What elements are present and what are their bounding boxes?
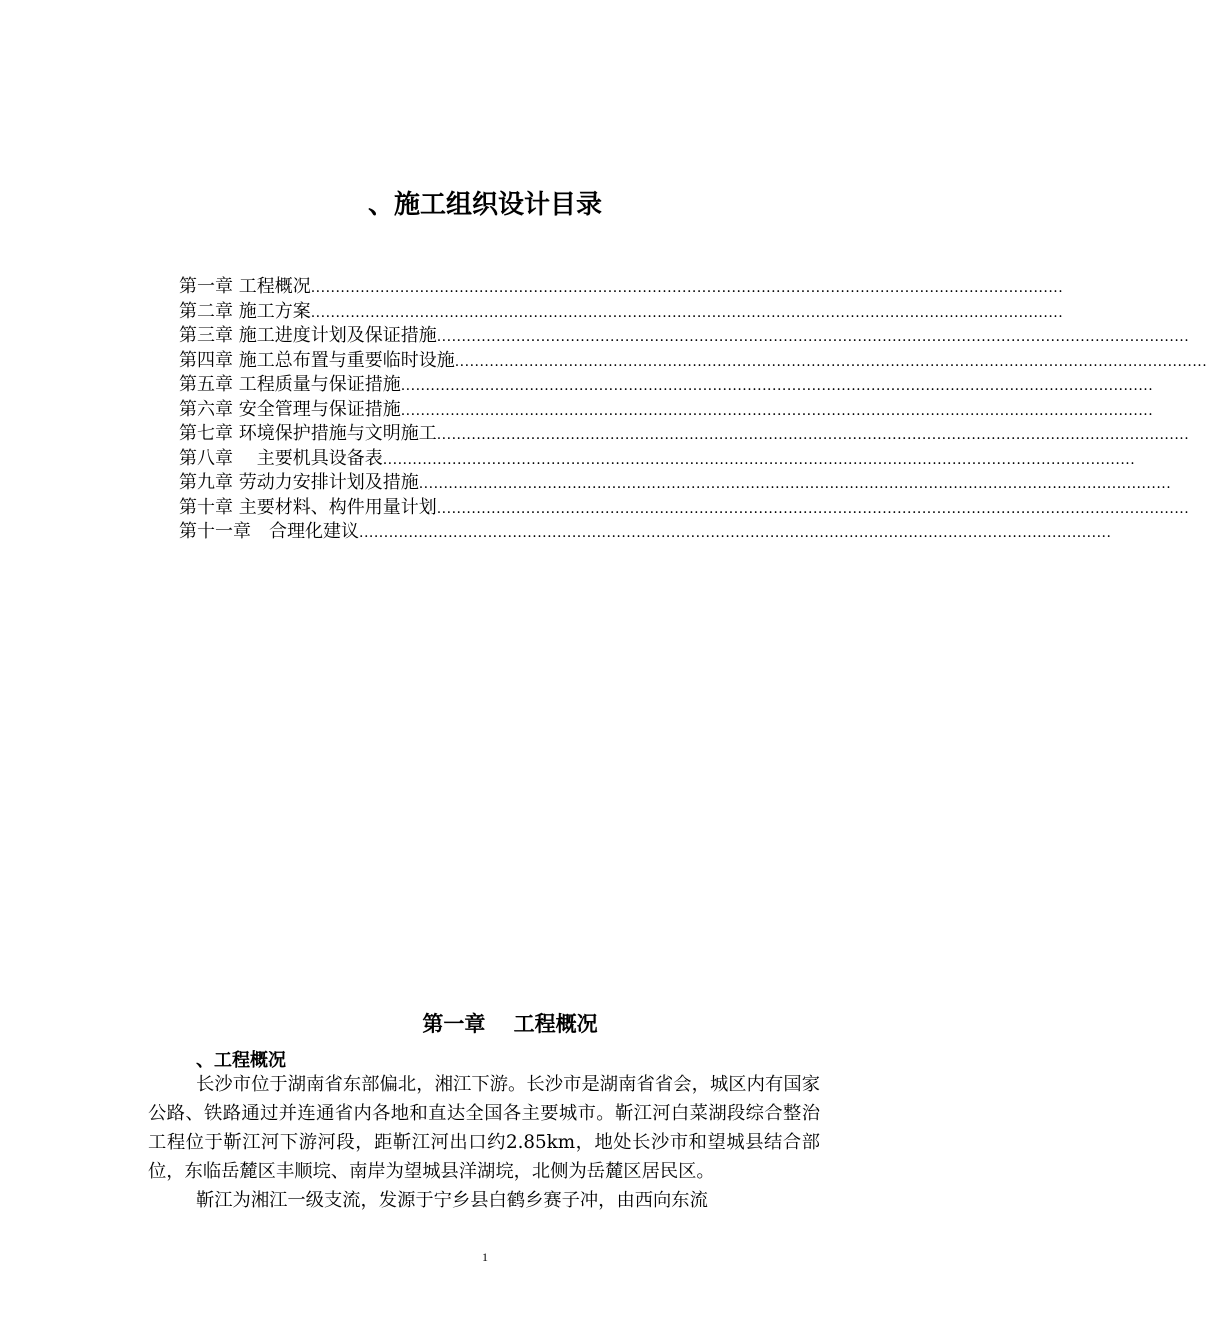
body-text (148, 1070, 820, 1215)
toc-leader-dots: ........................................................................................................................................................ (436, 427, 1190, 443)
toc-entry-label: 第五章 工程质量与保证措施 (179, 374, 401, 395)
toc-title: 、施工组织设计目录 (367, 190, 602, 220)
toc-entry-label: 第三章 施工进度计划及保证措施 (179, 325, 437, 346)
toc-leader-dots: ........................................................................................................................................................ (418, 476, 1172, 492)
toc-entry[interactable] (179, 324, 1190, 349)
toc-leader-dots: ........................................................................................................................................................ (400, 378, 1154, 394)
toc-entry[interactable] (179, 520, 1112, 545)
toc-entry-label: 第九章 劳动力安排计划及措施 (179, 472, 419, 493)
toc-leader-dots: ........................................................................................................................................................ (310, 280, 1064, 296)
toc-entry[interactable] (179, 275, 1064, 300)
toc-entry[interactable] (179, 398, 1154, 423)
table-of-contents (179, 275, 1207, 545)
section-heading: 、工程概况 (196, 1050, 286, 1071)
toc-entry-label: 第六章 安全管理与保证措施 (179, 398, 401, 420)
toc-leader-dots: ........................................................................................................................................................ (310, 304, 1064, 321)
toc-leader-dots: ........................................................................................................................................................ (400, 402, 1154, 419)
page-number: 1 (482, 1250, 488, 1264)
body-paragraph: 长沙市位于湖南省东部偏北，湘江下游。长沙市是湖南省省会，城区内有国家公路、铁路通过并连通省内各地和直达全国各主要城市。靳江河白菜湖段综合整治工程位于靳江河下游河段，距靳江河出口约2.85km，地处长沙市和望城县结合部位，东临岳麓区丰顺垸、南岸为望城县洋湖垸，北侧为岳麓区居民区。 (148, 1074, 820, 1182)
toc-leader-dots: ........................................................................................................................................................ (436, 329, 1190, 345)
toc-entry-label: 第七章 环境保护措施与文明施工 (179, 423, 437, 444)
toc-entry[interactable] (179, 300, 1064, 325)
toc-entry[interactable] (179, 471, 1172, 496)
toc-entry[interactable] (179, 447, 1136, 472)
toc-entry-label: 第一章 工程概况 (179, 276, 311, 297)
toc-entry-label: 第十章 主要材料、构件用量计划 (179, 496, 437, 518)
toc-entry-label: 第二章 施工方案 (179, 300, 311, 322)
toc-leader-dots: ........................................................................................................................................................ (382, 451, 1136, 468)
toc-entry-label: 第十一章 合理化建议 (179, 521, 359, 542)
toc-leader-dots: ........................................................................................................................................................ (436, 500, 1190, 517)
toc-entry[interactable] (179, 422, 1190, 447)
toc-entry-label: 第四章 施工总布置与重要临时设施 (179, 349, 455, 371)
toc-entry-label: 第八章 主要机具设备表 (179, 447, 383, 469)
toc-entry[interactable] (179, 349, 1207, 374)
toc-entry[interactable] (179, 496, 1190, 521)
toc-leader-dots: ........................................................................................................................................................ (359, 525, 1112, 541)
chapter-title: 第一章 工程概况 (422, 1012, 598, 1036)
toc-leader-dots: ........................................................................................................................................................ (454, 353, 1207, 370)
body-paragraph: 靳江为湘江一级支流，发源于宁乡县白鹤乡赛子冲，由西向东流 (196, 1190, 708, 1211)
toc-entry[interactable] (179, 373, 1154, 398)
